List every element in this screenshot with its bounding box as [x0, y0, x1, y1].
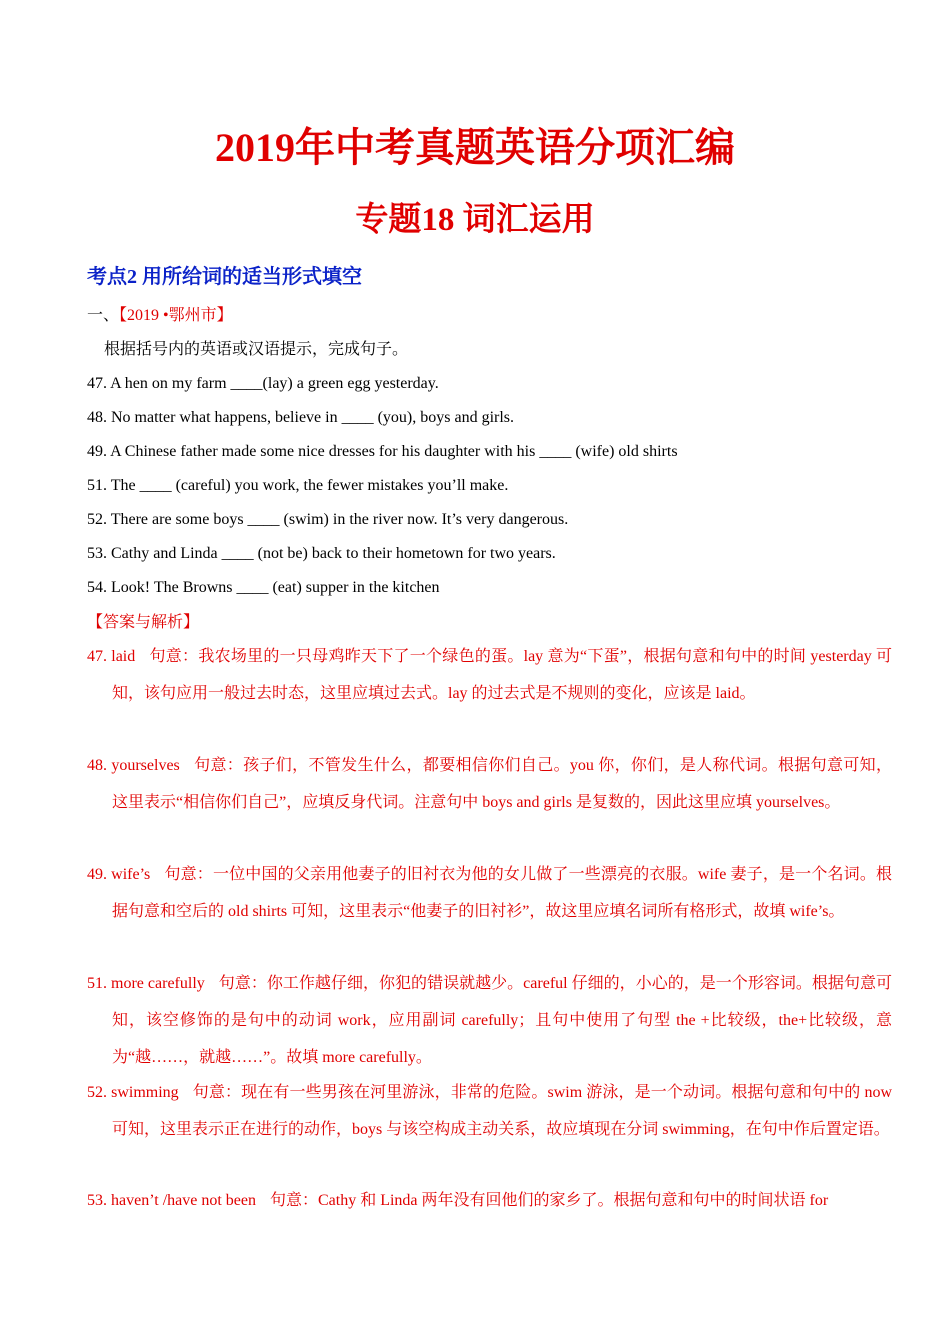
answer-text: 句意：我农场里的一只母鸡昨天下了一个绿色的蛋。lay 意为“下蛋”，根据句意和句中的时间 yesterday 可知，该句应用一般过去时态，这里应填过去式。lay 的过去式是不规则的变化，应该是 laid。 — [112, 648, 892, 702]
answer-48 — [87, 747, 892, 821]
section-heading: 考点2 用所给词的适当形式填空 — [87, 266, 362, 288]
answer-text: 句意：孩子们，不管发生什么，都要相信你们自己。you 你，你们，是人称代词。根据句意可知，这里表示“相信你们自己”，应填反身代词。注意句中 boys and girls 是复数的，因此这里应填 yourselves。 — [112, 757, 892, 811]
answer-52 — [87, 1074, 892, 1148]
answer-key: 47. laid — [87, 648, 136, 665]
answer-49 — [87, 856, 892, 930]
answer-text: 句意：一位中国的父亲用他妻子的旧衬衣为他的女儿做了一些漂亮的衣服。wife 妻子，是一个名词。根据句意和空后的 old shirts 可知，这里表示“他妻子的旧衬衫”，故这里应填名词所有格形式，故填 wife’s。 — [112, 866, 892, 920]
answer-53 — [87, 1182, 892, 1219]
answer-text: 句意：Cathy 和 Linda 两年没有回他们的家乡了。根据句意和句中的时间状语 for — [269, 1192, 829, 1209]
answer-key: 48. yourselves — [87, 757, 180, 774]
question-49: 49. A Chinese father made some nice dresses for his daughter with his ____ (wife) old shirts — [87, 443, 678, 460]
question-48: 48. No matter what happens, believe in ____ (you), boys and girls. — [87, 409, 515, 426]
answer-text: 句意：现在有一些男孩在河里游泳，非常的危险。swim 游泳，是一个动词。根据句意和句中的 now 可知，这里表示正在进行的动作，boys 与该空构成主动关系，故应填现在分词 swimming，在句中作后置定语。 — [112, 1084, 892, 1138]
answer-header: 【答案与解析】 — [87, 614, 200, 631]
answer-47 — [87, 638, 892, 712]
question-47: 47. A hen on my farm ____(lay) a green egg yesterday. — [87, 375, 439, 392]
question-52: 52. There are some boys ____ (swim) in the river now. It’s very dangerous. — [87, 511, 569, 528]
answer-key: 51. more carefully — [87, 975, 205, 992]
instruction: 根据括号内的英语或汉语提示，完成句子。 — [104, 341, 409, 358]
answer-51 — [87, 965, 892, 1076]
answer-key: 52. swimming — [87, 1084, 179, 1101]
question-53: 53. Cathy and Linda ____ (not be) back to their hometown for two years. — [87, 545, 556, 562]
part-label: 【2019 •鄂州市】 — [119, 307, 233, 324]
answer-text: 句意：你工作越仔细，你犯的错误就越少。careful 仔细的，小心的，是一个形容词。根据句意可知，该空修饰的是句中的动词 work，应用副词 carefully；且句中使用了句型 the +比较级，the+比较级，意为“越……，就越……”。故填 more carefully。 — [112, 975, 892, 1066]
answer-key: 53. haven’t /have not been — [87, 1192, 256, 1209]
question-51: 51. The ____ (careful) you work, the fewer mistakes you’ll make. — [87, 477, 509, 494]
part-prefix: 一、 — [87, 307, 120, 324]
question-54: 54. Look! The Browns ____ (eat) supper in the kitchen — [87, 579, 440, 596]
page-title: 2019年中考真题英语分项汇编 — [215, 125, 735, 170]
page-subtitle: 专题18 词汇运用 — [355, 202, 595, 238]
answer-key: 49. wife’s — [87, 866, 151, 883]
part-heading — [87, 304, 233, 328]
